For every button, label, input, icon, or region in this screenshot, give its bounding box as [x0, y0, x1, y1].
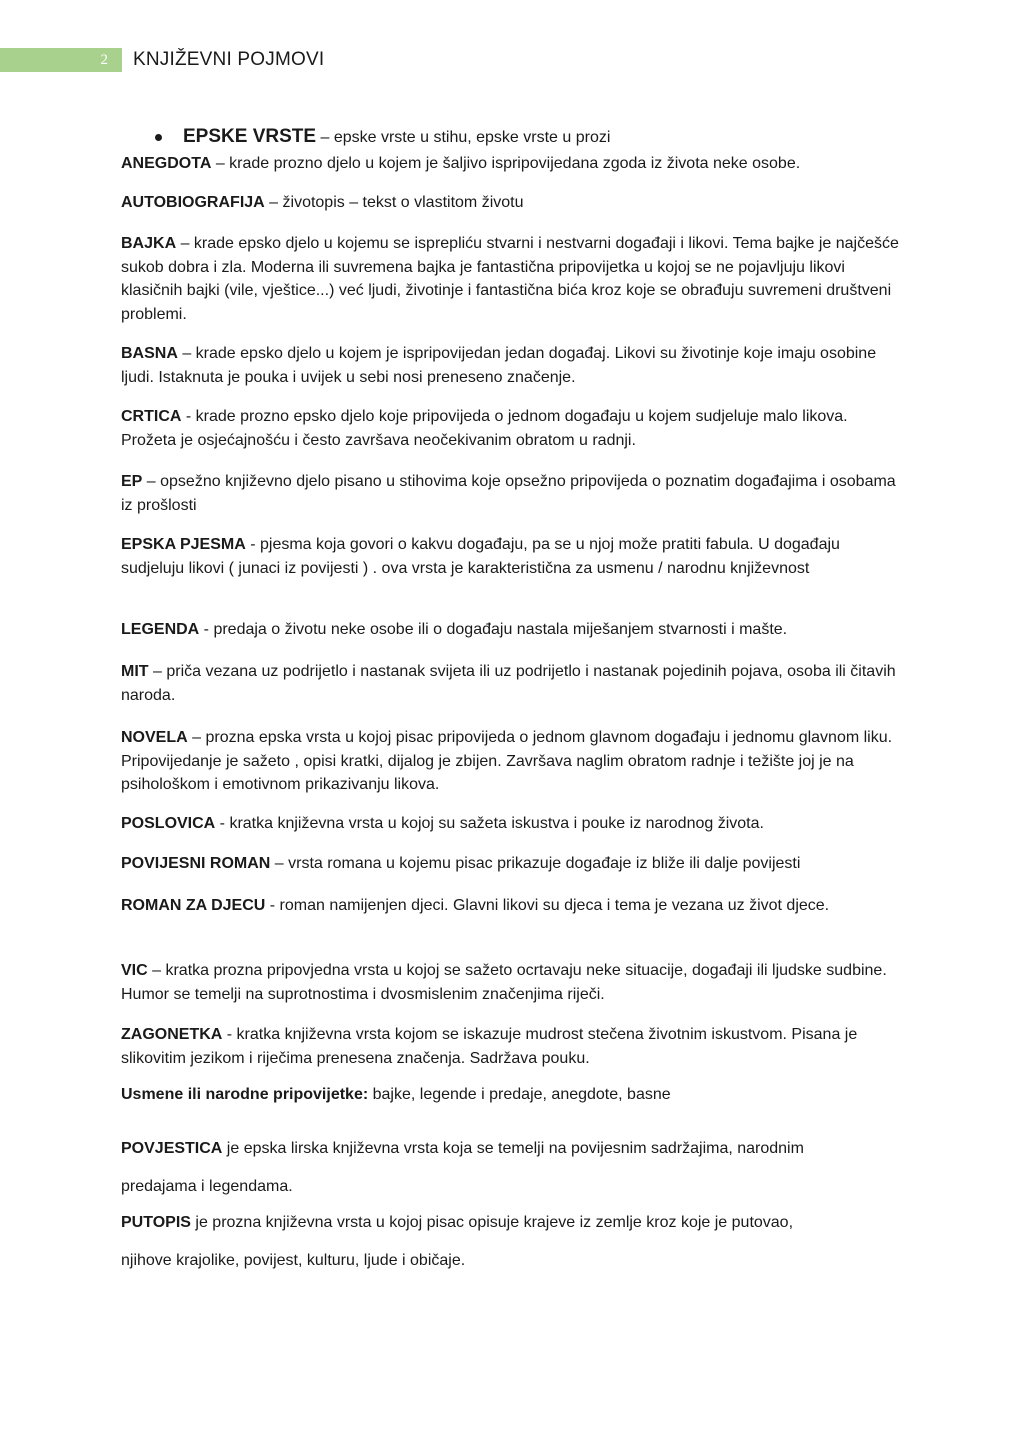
entry-crtica — [121, 405, 903, 452]
entry-text: - kratka književna vrsta u kojoj su sažeta iskustva i pouke iz narodnog života. — [215, 815, 764, 832]
bullet-term: EPSKE VRSTE — [183, 126, 317, 147]
entry-vic — [121, 959, 903, 1006]
entry-term: BASNA — [121, 345, 178, 362]
entry-text: – prozna epska vrsta u kojoj pisac pripovijeda o jednom glavnom događaju i jednomu glavnom liku. Pripovijedanje je sažeto , opisi kratki, dijalog je zbijen. Završava naglim obratom radnje i težište joj je na psihološkom i emotivnom prikazivanju likova. — [121, 729, 893, 793]
entry-text: - kratka književna vrsta kojom se iskazuje mudrost stečena životnim iskustvom. Pisana je slikovitim jezikom i riječima prenesena značenja. Sadržava pouku. — [121, 1026, 858, 1067]
entry-mit — [121, 660, 903, 707]
entry-text: – životopis – tekst o vlastitom životu — [264, 194, 524, 211]
entry-autobiografija — [121, 191, 903, 215]
header-accent-bar — [0, 48, 122, 72]
entry-povjestica — [121, 1130, 841, 1206]
entry-term: PUTOPIS — [121, 1214, 191, 1231]
entry-term: LEGENDA — [121, 621, 200, 638]
entry-text: – krade epsko djelo u kojemu se isprepliću stvarni i nestvarni događaji i likovi. Tema bajke je najčešće sukob dobra i zla. Moderna ili suvremena bajka je fantastična pripovijetka u kojoj se ne pojavljuju likovi klasičnih bajki (vile, vještice...) već ljudi, životinje i fantastična bića kroz koje se obrađuju suvremeni društveni problemi. — [121, 235, 899, 323]
entry-term: VIC — [121, 962, 148, 979]
entry-novela — [121, 726, 903, 797]
entry-epska-pjesma — [121, 533, 903, 580]
entry-term: POVJESTICA — [121, 1140, 223, 1157]
entry-putopis — [121, 1204, 841, 1280]
entry-basna — [121, 342, 903, 389]
entry-text: – priča vezana uz podrijetlo i nastanak svijeta ili uz podrijetlo i nastanak pojedinih pojava, osoba ili čitavih naroda. — [121, 663, 896, 704]
entry-text: - pjesma koja govori o kakvu događaju, pa se u njoj može pratiti fabula. U događaju sudjeluju likovi ( junaci iz povijesti ) . ova vrsta je karakteristična za usmenu / narodnu književnost — [121, 536, 840, 577]
entry-text: je epska lirska književna vrsta koja se temelji na povijesnim sadržajima, narodnim predajama i legendama. — [121, 1140, 804, 1195]
entry-legenda — [121, 618, 903, 642]
entry-zagonetka — [121, 1023, 903, 1070]
entry-term: ROMAN ZA DJECU — [121, 897, 266, 914]
bullet-text: – epske vrste u stihu, epske vrste u prozi — [316, 129, 611, 146]
document-body — [121, 124, 911, 150]
entry-text: – krade epsko djelo u kojem je ispripovijedan jedan događaj. Likovi su životinje koje imaju osobine ljudi. Istaknuta je pouka i uvijek u sebi nosi preneseno značenje. — [121, 345, 877, 386]
page-header-title: KNJIŽEVNI POJMOVI — [133, 49, 325, 70]
entry-text: bajke, legende i predaje, anegdote, basne — [368, 1086, 671, 1103]
entry-term: EP — [121, 473, 143, 490]
entry-bajka — [121, 232, 903, 326]
entry-text: - predaja o životu neke osobe ili o događaju nastala miješanjem stvarnosti i mašte. — [199, 621, 788, 638]
entry-term: EPSKA PJESMA — [121, 536, 246, 553]
page-number: 2 — [100, 52, 108, 68]
entry-povijesni-roman — [121, 852, 903, 876]
entry-text: – opsežno književno djelo pisano u stihovima koje opsežno pripovijeda o poznatim događajima i osobama iz prošlosti — [121, 473, 896, 514]
entry-text: – krade prozno djelo u kojem je šaljivo ispripovijedana zgoda iz života neke osobe. — [211, 155, 801, 172]
entry-term: POSLOVICA — [121, 815, 216, 832]
bullet-item-epske-vrste — [121, 124, 911, 150]
entry-term: POVIJESNI ROMAN — [121, 855, 271, 872]
entry-text: – kratka prozna pripovjedna vrsta u kojoj se sažeto ocrtavaju neke situacije, događaji ili ljudske sudbine. Humor se temelji na suprotnostima i dvosmislenim značenjima riječi. — [121, 962, 887, 1003]
entry-text: - roman namijenjen djeci. Glavni likovi su djeca i tema je vezana uz život djece. — [265, 897, 830, 914]
entry-term: MIT — [121, 663, 149, 680]
entry-text: – vrsta romana u kojemu pisac prikazuje događaje iz bliže ili dalje povijesti — [270, 855, 801, 872]
entry-usmene-pripovijetke — [121, 1083, 903, 1107]
entry-term: ZAGONETKA — [121, 1026, 223, 1043]
entry-roman-za-djecu — [121, 893, 903, 919]
entry-term: BAJKA — [121, 235, 177, 252]
entry-term: NOVELA — [121, 729, 188, 746]
entry-text: je prozna književna vrsta u kojoj pisac opisuje krajeve iz zemlje kroz koje je putovao, njihove krajolike, povijest, kulturu, ljude i običaje. — [121, 1214, 794, 1269]
entry-term: Usmene ili narodne pripovijetke: — [121, 1086, 369, 1103]
entry-ep — [121, 470, 903, 517]
entry-text: - krade prozno epsko djelo koje pripovijeda o jednom događaju u kojem sudjeluje malo likova. Prožeta je osjećajnošću i često završava neočekivanim obratom u radnji. — [121, 408, 848, 449]
entry-term: AUTOBIOGRAFIJA — [121, 194, 265, 211]
entry-poslovica — [121, 812, 903, 836]
entry-term: ANEGDOTA — [121, 155, 212, 172]
entry-term: CRTICA — [121, 408, 182, 425]
bullet-dot-icon — [155, 134, 162, 141]
entry-anegdota — [121, 152, 903, 176]
